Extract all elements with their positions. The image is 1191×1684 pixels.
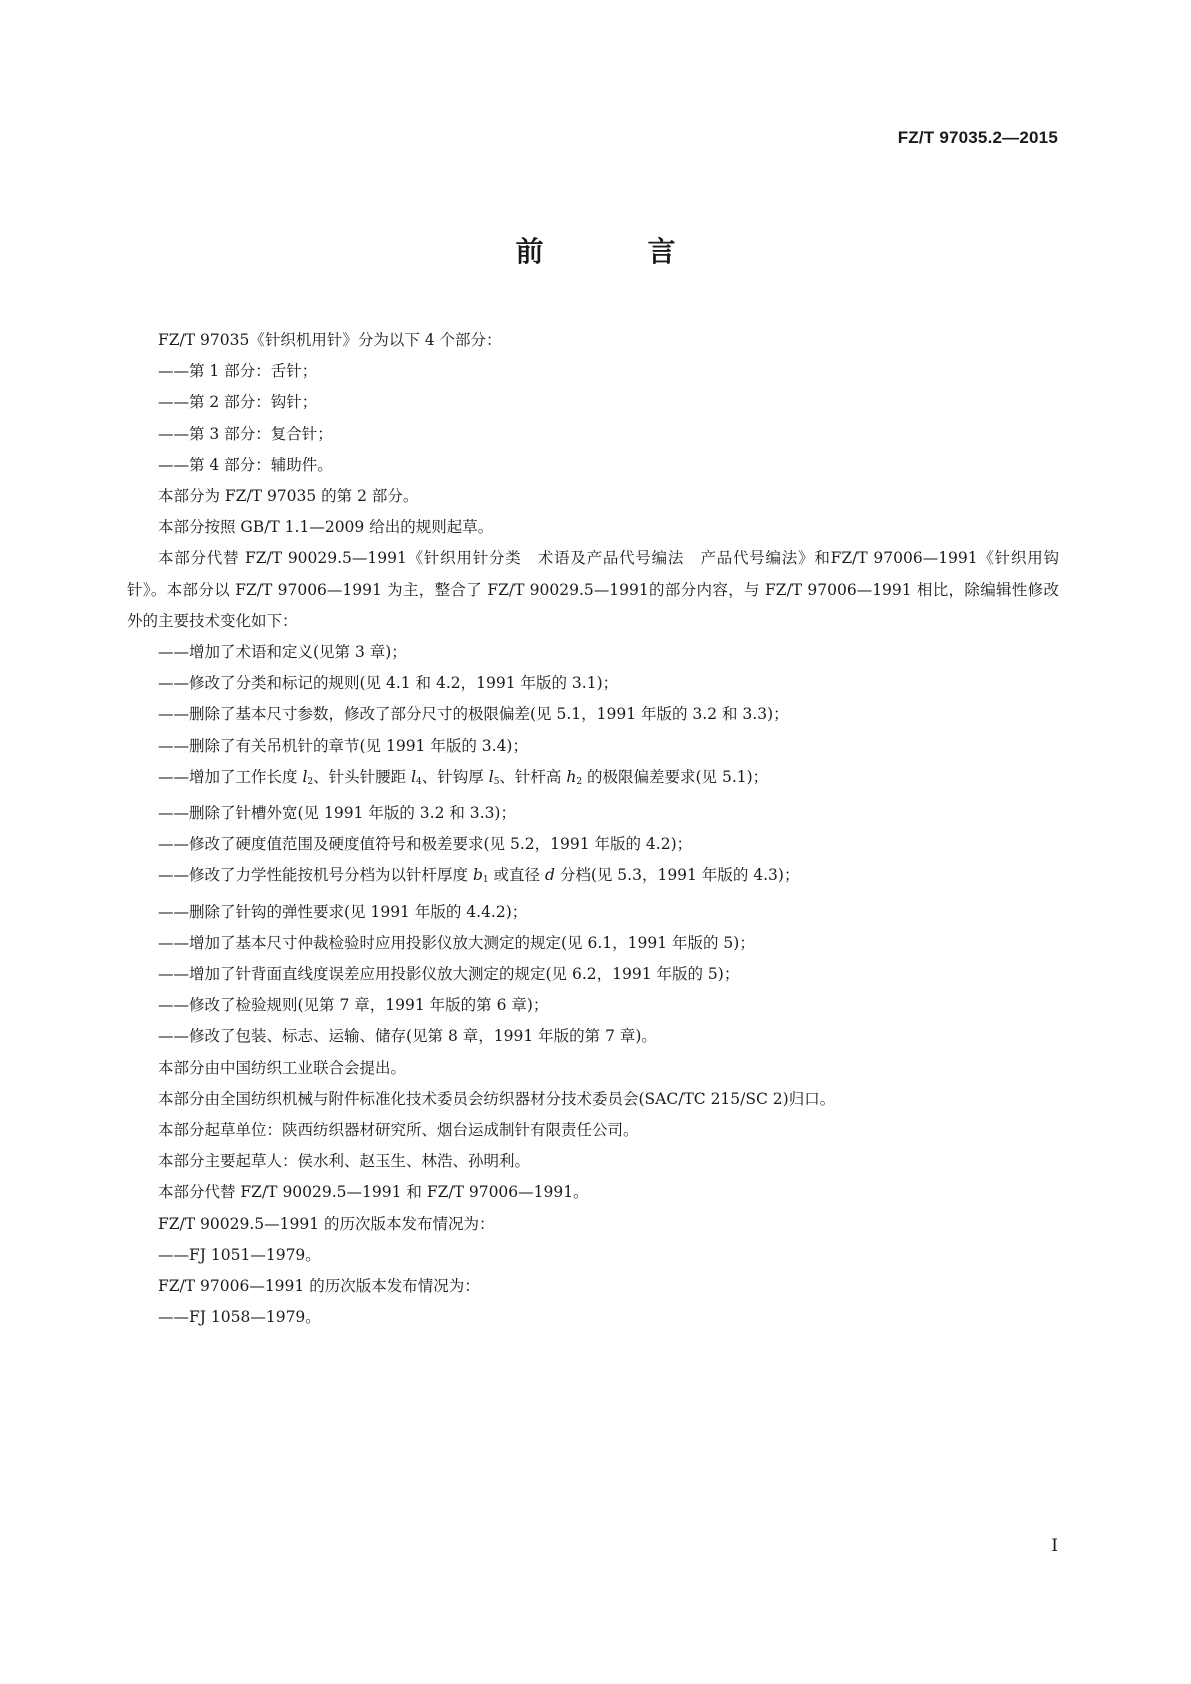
list-item: ——修改了硬度值范围及硬度值符号和极差要求(见 5.2，1991 年版的 4.2)； — [158, 835, 693, 854]
list-item-mechanics: ——修改了力学性能按机号分档为以针杆厚度 $b_1$ 或直径 d 分档(见 5.3，1991 年版的 4.3)； — [158, 866, 800, 886]
page-title: 前 言 — [515, 235, 714, 268]
paragraph: 本部分代替 FZ/T 90029.5—1991《针织用针分类 术语及产品代号编法 产品代号编法》和FZ/T 97006—1991《针织用钩针》。本部分以 FZ/T 97006—1991 为主，整合了 FZ/T 90029.5—1991的部分内容，与 FZ/T 97006—1991 相比，除编辑性修改外的主要技术变化如下： — [127, 549, 1059, 630]
list-item: ——增加了基本尺寸仲裁检验时应用投影仪放大测定的规定(见 6.1，1991 年版的 5)； — [158, 933, 755, 952]
paragraph: 本部分由全国纺织机械与附件标准化技术委员会纺织器材分技术委员会(SAC/TC 215/SC 2)归口。 — [158, 1089, 836, 1108]
paragraph: 本部分代替 FZ/T 90029.5—1991 和 FZ/T 97006—1991。 — [158, 1183, 589, 1202]
list-item: ——FJ 1051—1979。 — [158, 1245, 321, 1264]
list-item: ——删除了针槽外宽(见 1991 年版的 3.2 和 3.3)； — [158, 804, 516, 823]
paragraph: 本部分由中国纺织工业联合会提出。 — [158, 1058, 407, 1077]
paragraph: 本部分主要起草人：侯水利、赵玉生、林浩、孙明利。 — [158, 1152, 531, 1171]
list-item: ——增加了针背面直线度误差应用投影仪放大测定的规定(见 6.2，1991 年版的 5)； — [158, 965, 740, 984]
paragraph: FZ/T 97035《针织机用针》分为以下 4 个部分： — [158, 331, 502, 349]
list-item: ——修改了分类和标记的规则(见 4.1 和 4.2，1991 年版的 3.1)； — [158, 674, 619, 693]
paragraph: FZ/T 90029.5—1991 的历次版本发布情况为： — [158, 1214, 495, 1233]
paragraph: 本部分起草单位：陕西纺织器材研究所、烟台运成制针有限责任公司。 — [158, 1121, 639, 1140]
standard-code: FZ/T 97035.2—2015 — [897, 128, 1058, 147]
paragraph: 本部分按照 GB/T 1.1—2009 给出的规则起草。 — [158, 518, 494, 537]
foreword-body — [127, 325, 1059, 1334]
page-number: I — [1051, 1536, 1058, 1556]
list-item: ——修改了检验规则(见第 7 章，1991 年版的第 6 章)； — [158, 996, 549, 1015]
list-item: ——删除了针钩的弹性要求(见 1991 年版的 4.4.2)； — [158, 902, 528, 921]
list-item: ——修改了包装、标志、运输、储存(见第 8 章，1991 年版的第 7 章)。 — [158, 1027, 657, 1046]
list-item: ——第 1 部分：舌针； — [158, 362, 318, 381]
list-item: ——FJ 1058—1979。 — [158, 1308, 321, 1327]
paragraph: FZ/T 97006—1991 的历次版本发布情况为： — [158, 1277, 480, 1296]
list-item: ——第 3 部分：复合针； — [158, 424, 333, 443]
list-item: ——第 2 部分：钩针； — [158, 393, 318, 412]
list-item: ——删除了基本尺寸参数，修改了部分尺寸的极限偏差(见 5.1，1991 年版的 3.2 和 3.3)； — [158, 705, 789, 724]
list-item: ——增加了术语和定义(见第 3 章)； — [158, 643, 407, 662]
list-item-tolerance: ——增加了工作长度 $l_2$、针头针腰距 $l_4$、针钩厚 $l_5$、针杆高 $h_2$ 的极限偏差要求(见 5.1)； — [158, 767, 769, 787]
list-item: ——第 4 部分：辅助件。 — [158, 455, 333, 474]
paragraph: 本部分为 FZ/T 97035 的第 2 部分。 — [158, 487, 419, 506]
list-item: ——删除了有关吊机针的章节(见 1991 年版的 3.4)； — [158, 736, 528, 755]
